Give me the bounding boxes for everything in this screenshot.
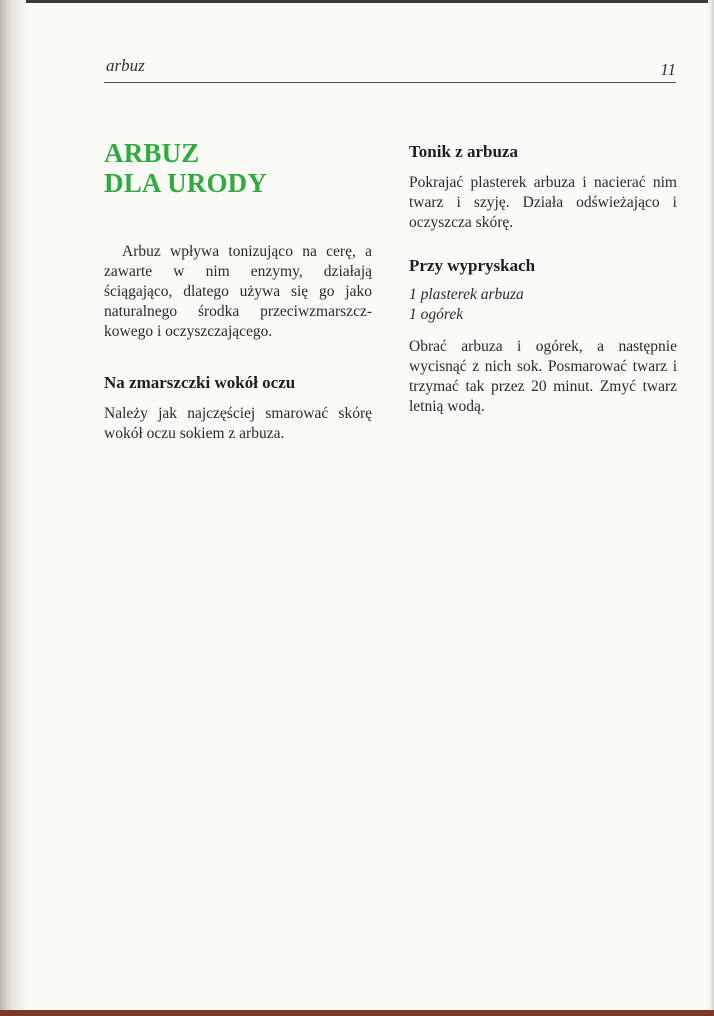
right-column: [409, 141, 677, 417]
scan-top-edge: [0, 0, 714, 3]
section-heading-wrinkles: Na zmarszczki wokół oczu: [104, 373, 296, 392]
scan-bottom-edge: [0, 1010, 714, 1016]
section-heading-toner: Tonik z arbuza: [409, 142, 518, 161]
ingredient-item: 1 ogórek: [409, 306, 464, 323]
intro-paragraph: Arbuz wpływa tonizująco na cerę, a zawarte w nim enzymy, działają ściągająco, dlatego używa się go jako naturalnego środka przeciwzmarszczkowego i oczyszczającego.: [104, 243, 372, 340]
running-head: arbuz: [106, 56, 145, 75]
page-number: 11: [660, 60, 676, 79]
left-column: [104, 138, 372, 444]
ingredient-list: [409, 285, 677, 325]
scan-right-edge: [708, 0, 714, 1016]
chapter-title-line-1: ARBUZ: [104, 138, 200, 168]
book-binding-shadow: [0, 0, 26, 1016]
section-text-toner: Pokrajać plasterek arbuza i nacierać nim twarz i szyję. Działa odświeżająco i oczyszcza skórę.: [409, 174, 677, 231]
section-heading-pimples: Przy wypryskach: [409, 256, 536, 275]
chapter-title-line-2: DLA URODY: [104, 168, 268, 198]
section-text-wrinkles: Należy jak najczęściej smarować skórę wokół oczu sokiem z arbuza.: [104, 405, 372, 442]
section-text-pimples: Obrać arbuza i ogórek, a następnie wycisnąć z nich sok. Posmarować twarz i trzymać tak przez 20 minut. Zmyć twarz letnią wodą.: [409, 338, 677, 415]
header-divider: [104, 82, 676, 83]
chapter-title: [104, 138, 372, 198]
ingredient-item: 1 plasterek arbuza: [409, 286, 524, 303]
